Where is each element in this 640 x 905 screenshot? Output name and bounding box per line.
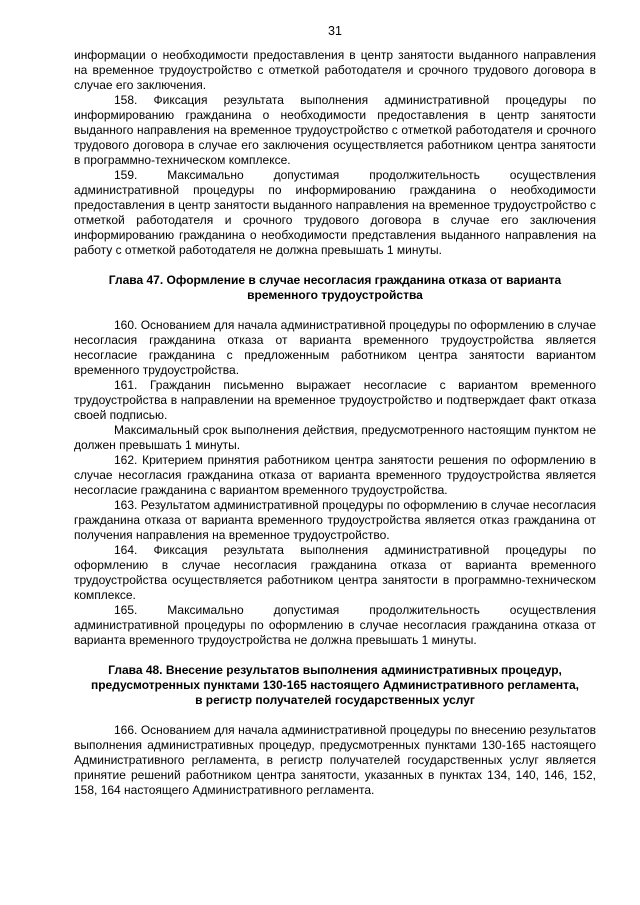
paragraph: 164. Фиксация результата выполнения административной процедуры по оформлению в случае несогласия гражданина отказа от варианта временного трудоустройства осуществляется работником центра занятости в программно-техническом комплексе. bbox=[74, 543, 596, 602]
paragraph: 162. Критерием принятия работником центра занятости решения по оформлению в случае несогласия гражданина отказа от варианта временного трудоустройства является несогласие гражданина с вариантом временного трудоустройства. bbox=[74, 453, 596, 497]
spacer bbox=[74, 258, 596, 273]
paragraph: информации о необходимости предоставления в центр занятости выданного направления на временное трудоустройство с отметкой работодателя и срочного трудового договора в случае его заключения. bbox=[74, 48, 596, 92]
paragraph: 165. Максимально допустимая продолжительность осуществления административной процедуры по оформлению в случае несогласия гражданина отказа от варианта временного трудоустройства не должна превышать 1 минуты. bbox=[74, 603, 596, 647]
chapter-heading-line: временного трудоустройства bbox=[247, 288, 423, 302]
paragraph: 159. Максимально допустимая продолжительность осуществления административной процедуры по информированию гражданина о необходимости предоставления в центр занятости выданного направления на временное трудоустройство с отметкой работодателя и срочного трудового договора в случае его заключения информированию гражданина о необходимости представления выданного направления на работу с отметкой работодателя не должна превышать 1 минуты. bbox=[74, 168, 596, 257]
spacer bbox=[74, 303, 596, 318]
document-page bbox=[74, 22, 596, 798]
paragraph: 166. Основанием для начала административной процедуры по внесению результатов выполнения административных процедур, предусмотренных пунктами 130-165 настоящего Административного регламента, в регистр получателей государственных услуг является принятие решений работником центра занятости, указанных в пунктах 134, 140, 146, 152, 158, 164 настоящего Административного регламента. bbox=[74, 723, 596, 797]
spacer bbox=[74, 708, 596, 723]
chapter-heading-line: предусмотренных пунктами 130-165 настоящего Административного регламента, bbox=[90, 678, 580, 692]
chapter-heading-line: Глава 48. Внесение результатов выполнения административных процедур, bbox=[108, 663, 562, 677]
spacer bbox=[74, 648, 596, 663]
paragraph: 161. Гражданин письменно выражает несогласие с вариантом временного трудоустройства в направлении на временное трудоустройство и подтверждает факт отказа своей подписью. bbox=[74, 378, 596, 422]
document-body bbox=[74, 48, 596, 798]
paragraph: 158. Фиксация результата выполнения административной процедуры по информированию гражданина о необходимости предоставления в центр занятости выданного направления на временное трудоустройство с отметкой работодателя и срочного трудового договора в случае его заключения осуществляется работником центра занятости в программно-техническом комплексе. bbox=[74, 93, 596, 167]
paragraph: 160. Основанием для начала административной процедуры по оформлению в случае несогласия гражданина отказа от варианта временного трудоустройства является несогласие гражданина с предложенным работником центра занятости вариантом временного трудоустройства. bbox=[74, 318, 596, 377]
page-number: 31 bbox=[328, 24, 342, 38]
paragraph: 163. Результатом административной процедуры по оформлению в случае несогласия гражданина отказа от варианта временного трудоустройства является отказ гражданина от получения направления на временное трудоустройство. bbox=[74, 498, 596, 542]
paragraph: Максимальный срок выполнения действия, предусмотренного настоящим пунктом не должен превышать 1 минуты. bbox=[74, 423, 596, 452]
chapter-heading-line: Глава 47. Оформление в случае несогласия гражданина отказа от варианта bbox=[108, 273, 562, 287]
chapter-heading-line: в регистр получателей государственных услуг bbox=[195, 693, 475, 707]
